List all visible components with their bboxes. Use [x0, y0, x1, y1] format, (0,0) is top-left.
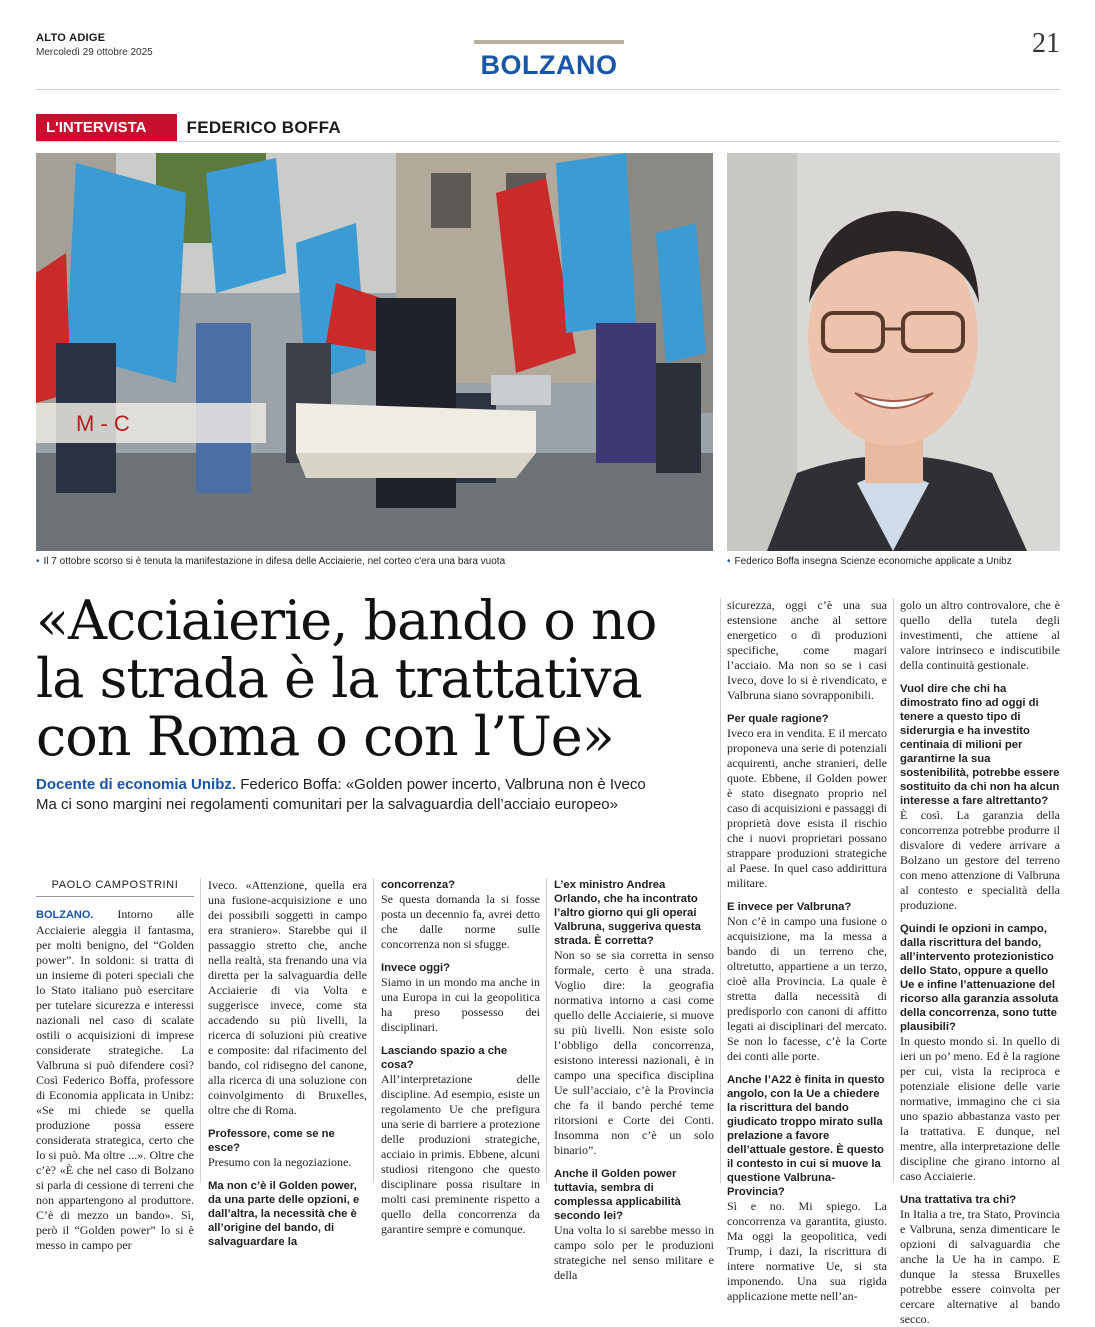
interview-answer: In questo mondo sì. In quello di ieri un po’ meno. Ed è la ragione per cui, vista la reciproca e potenziale elisione delle varie normative, immagino che ci sia uno spazio abbastanza vasto per la trattativa. E dunque, nel mentre, alla interpretazione delle discipline che girano intorno al caso Acciaierie. [900, 1034, 1060, 1183]
protest-photo-illustration [36, 153, 713, 551]
article-column-2 [208, 878, 367, 1249]
interview-answer: Presumo con la negoziazione. [208, 1155, 352, 1169]
headline-line: con Roma o con l’Ue» [36, 705, 614, 768]
portrait-photo-caption [727, 556, 1012, 567]
column-divider [893, 598, 894, 1183]
interview-answer: È così. La garanzia della concorrenza potrebbe produrre il disvalore di vedere arrivare a Bolzano un gestore del terreno con meno attenzione di Valbruna al contesto e specialità della produzione. [900, 808, 1060, 912]
interview-question: Una trattativa tra chi? [900, 1194, 1017, 1206]
section-accent-bar [474, 40, 624, 44]
interview-answer: In Italia a tre, tra Stato, Provincia e Valbruna, senza dimenticare le opzioni di salvaguardia che anche la Ue ha in campo. E dunque la stessa Bruxelles potrebbe essere coinvolta per cercare alternative al bando secco. [900, 1207, 1060, 1326]
interview-question: Anche l’A22 è finita in questo angolo, con la Ue a chiedere la riscrittura del bando giudicato troppo mirato sulla prelazione a favore dell’attuale gestore. È questo il contesto in cui si muove la questione Valbruna-Provincia? [727, 1074, 885, 1198]
interview-answer: Se questa domanda la si fosse posta un decennio fa, avrei detto che dalle norme sulle concorrenza non si sfugge. [381, 892, 540, 951]
interview-question: Quindi le opzioni in campo, dalla riscrittura del bando, all’intervento protezionistico dello Stato, oppure a quello Ue e infine l’attenuazione del ricorso alla garanzia assoluta della concorrenza, sono tutte plausibili? [900, 923, 1059, 1033]
interview-answer: Sì e no. Mi spiego. La concorrenza va garantita, giusto. Ma oggi la geopolitica, vedi Trump, i dazi, la riscrittura di intere normative Ue, si sta imponendo. Una sua rigida applicazione mette nell’an- [727, 1199, 887, 1303]
banner-text: M - C [76, 411, 130, 436]
section-title: BOLZANO [480, 50, 618, 80]
interview-answer: Non c’è in campo una fusione o acquisizione, ma la messa a bando di un terreno che, oltretutto, appartiene a un terzo, cioè alla Provincia. La quale è stretta dalla necessità di predisporlo con canoni di affitto legati ai disciplinari del mercato. Se non lo facesse, c’è la Corte dei conti alle porte. [727, 914, 887, 1063]
article-column-3 [381, 878, 540, 1237]
headline-line: «Acciaierie, bando o no [36, 589, 657, 652]
column-divider [720, 598, 721, 1183]
subhead-text: Federico Boffa: «Golden power incerto, Valbruna non è Iveco [236, 776, 646, 793]
interview-answer: Iveco era in vendita. E il mercato proponeva una serie di potenziali acquirenti, anche stranieri, delle quote. Ebbene, il Golden power è stato disegnato proprio nel caso di acquisizioni e passaggi di proprietà dove esista il rischio che i nuovi proprietari possano strappare produzioni strategiche al Paese. In quel caso addirittura militare. [727, 726, 887, 890]
protest-photo [36, 153, 713, 551]
headline-line: la strada è la trattativa [36, 647, 642, 710]
portrait-illustration [727, 153, 1060, 551]
protest-photo-caption [36, 556, 505, 567]
interview-answer: sicurezza, oggi c’è una sua estensione anche al settore energetico o di produzioni specifiche, come magari l’acciaio. Ma non so se i casi Iveco, dove lo si è rivendicato, e Valbruna siano sovrapponibili. [727, 598, 887, 702]
interview-answer: Siamo in un mondo ma anche in una Europa in cui la geopolitica ha preso possesso dei disciplinari. [381, 975, 540, 1034]
author-byline: PAOLO CAMPOSTRINI [36, 878, 194, 897]
interview-question: Invece oggi? [381, 962, 451, 974]
interview-question: Anche il Golden power tuttavia, sembra di complessa applicabilità secondo lei? [554, 1168, 681, 1222]
headline [36, 589, 726, 768]
column-divider [200, 878, 201, 1183]
article-column-4 [554, 878, 714, 1283]
interview-answer: Non so se sia corretta in senso formale, certo è una strada. Voglio dire: la geografia normativa intorno a casi come quello delle Acciaierie, si muove su più livelli. Non esiste solo l’obbligo della concorrenza, esistono interessi nazionali, è in campo una specifica disciplina Ue sull’acciaio, c’è la Provincia che fa il bando perché teme ritorsioni e Corte dei Conti. Insomma non c’è un solo binario”. [554, 948, 714, 1157]
portrait-caption-text: Federico Boffa insegna Scienze economiche applicate a Unibz [734, 556, 1012, 567]
interview-question: Lasciando spazio a che cosa? [381, 1045, 508, 1071]
article-paragraph: Intorno alle Acciaierie aleggia il fantasma, per molti benigno, del “Golden power”. In soldoni: si tratta di un insieme di poteri speciali che lo Stato italiano può esercitare per tutelare sicurezza e interessi nazionali nel caso di scalate ostili o acquisizioni di imprese considerate strategiche. La Valbruna si può difendere così? Così Federico Boffa, professore di Economia applicata in Unibz: «Se mi chiede se quella produzione possa essere considerata strategica, certo che lo si può. Ma oltre ...». Oltre che c’è? «È che nel caso di Bolzano si parla di cessione di terreni che non appartengono al produttore. C’è di mezzo un bando». Sì, però il “Golden power” lo si è messo in campo per [36, 907, 194, 1252]
article-paragraph: Iveco. «Attenzione, quella era una fusione-acquisizione e uno dei possibili soggetti in campo era straniero». Starebbe qui il passaggio stretto che, anche nella realtà, sta frenando una via diretta per la salvaguardia delle Acciaierie di via Volta e suggerisce invece, come sta accadendo su più livelli, la ricerca di soluzioni più creative e composite: dal rifacimento del bando, col ridisegno del canone, alla ricerca di una soluzione con coinvolgimento di Bruxelles, oltre che di Roma. [208, 878, 367, 1117]
masthead [36, 30, 1060, 90]
interview-answer: All’interpretazione delle discipline. Ad esempio, esiste un regolamento Ue che prefigura una serie di barriere a protezione delle produzioni strategiche, acciaio in primis. Ebbene, alcuni studiosi ritengono che questo disciplinare possa risultare in molti casi preminente rispetto a quello della concorrenza da garantire sempre e comunque. [381, 1072, 540, 1236]
dateline: BOLZANO. [36, 909, 94, 921]
interview-question: Professore, come se ne esce? [208, 1128, 335, 1154]
article-column-1 [36, 878, 194, 1253]
article-column-5 [727, 598, 887, 1304]
caption-bullet-icon: • [727, 556, 731, 567]
subhead [36, 775, 726, 815]
subhead-text: Ma ci sono margini nei regolamenti comunitari per la salvaguardia dell’acciaio europeo» [36, 796, 618, 813]
interview-question: Vuol dire che chi ha dimostrato fino ad oggi di tenere a questo tipo di siderurgia e ha investito centinaia di milioni per garantirne la sua sostenibilità, potrebbe essere sostituito da chi non ha alcun interesse a fare altrettanto? [900, 683, 1060, 807]
column-divider [546, 878, 547, 1183]
kicker [36, 114, 341, 141]
interviewee-name: FEDERICO BOFFA [186, 117, 341, 137]
interview-answer: golo un altro controvalore, che è quello della tutela degli investimenti, che attiene al valore intrinseco e indiscutibile della continuità gestionale. [900, 598, 1060, 672]
subhead-lead: Docente di economia Unibz. [36, 776, 237, 793]
masthead-divider [36, 89, 1060, 90]
protest-caption-text: Il 7 ottobre scorso si è tenuta la manifestazione in difesa delle Acciaierie, nel corteo c'era una bara vuota [43, 556, 506, 567]
kicker-divider [36, 141, 1060, 142]
interview-question: Per quale ragione? [727, 713, 829, 725]
interview-question: Ma non c’è il Golden power, da una parte delle opzioni, e dall’altra, la necessità che è all’origine del bando, di salvaguardare la [208, 1180, 360, 1248]
interview-question: E invece per Valbruna? [727, 901, 852, 913]
interview-answer: Una volta lo si sarebbe messo in campo solo per le produzioni strategiche nel senso militare e della [554, 1223, 714, 1282]
page-number: 21 [1032, 28, 1060, 59]
caption-bullet-icon: • [36, 556, 40, 567]
portrait-photo [727, 153, 1060, 551]
issue-date: Mercoledì 29 ottobre 2025 [36, 47, 153, 58]
column-divider [373, 878, 374, 1183]
interview-tag: L'INTERVISTA [36, 114, 177, 141]
interview-question: concorrenza? [381, 879, 456, 891]
article-column-6 [900, 598, 1060, 1327]
newspaper-name: ALTO ADIGE [36, 32, 106, 44]
interview-question: L’ex ministro Andrea Orlando, che ha incontrato l’altro giorno qui gli operai Valbruna, suggeriva questa strada. È corretta? [554, 879, 701, 947]
